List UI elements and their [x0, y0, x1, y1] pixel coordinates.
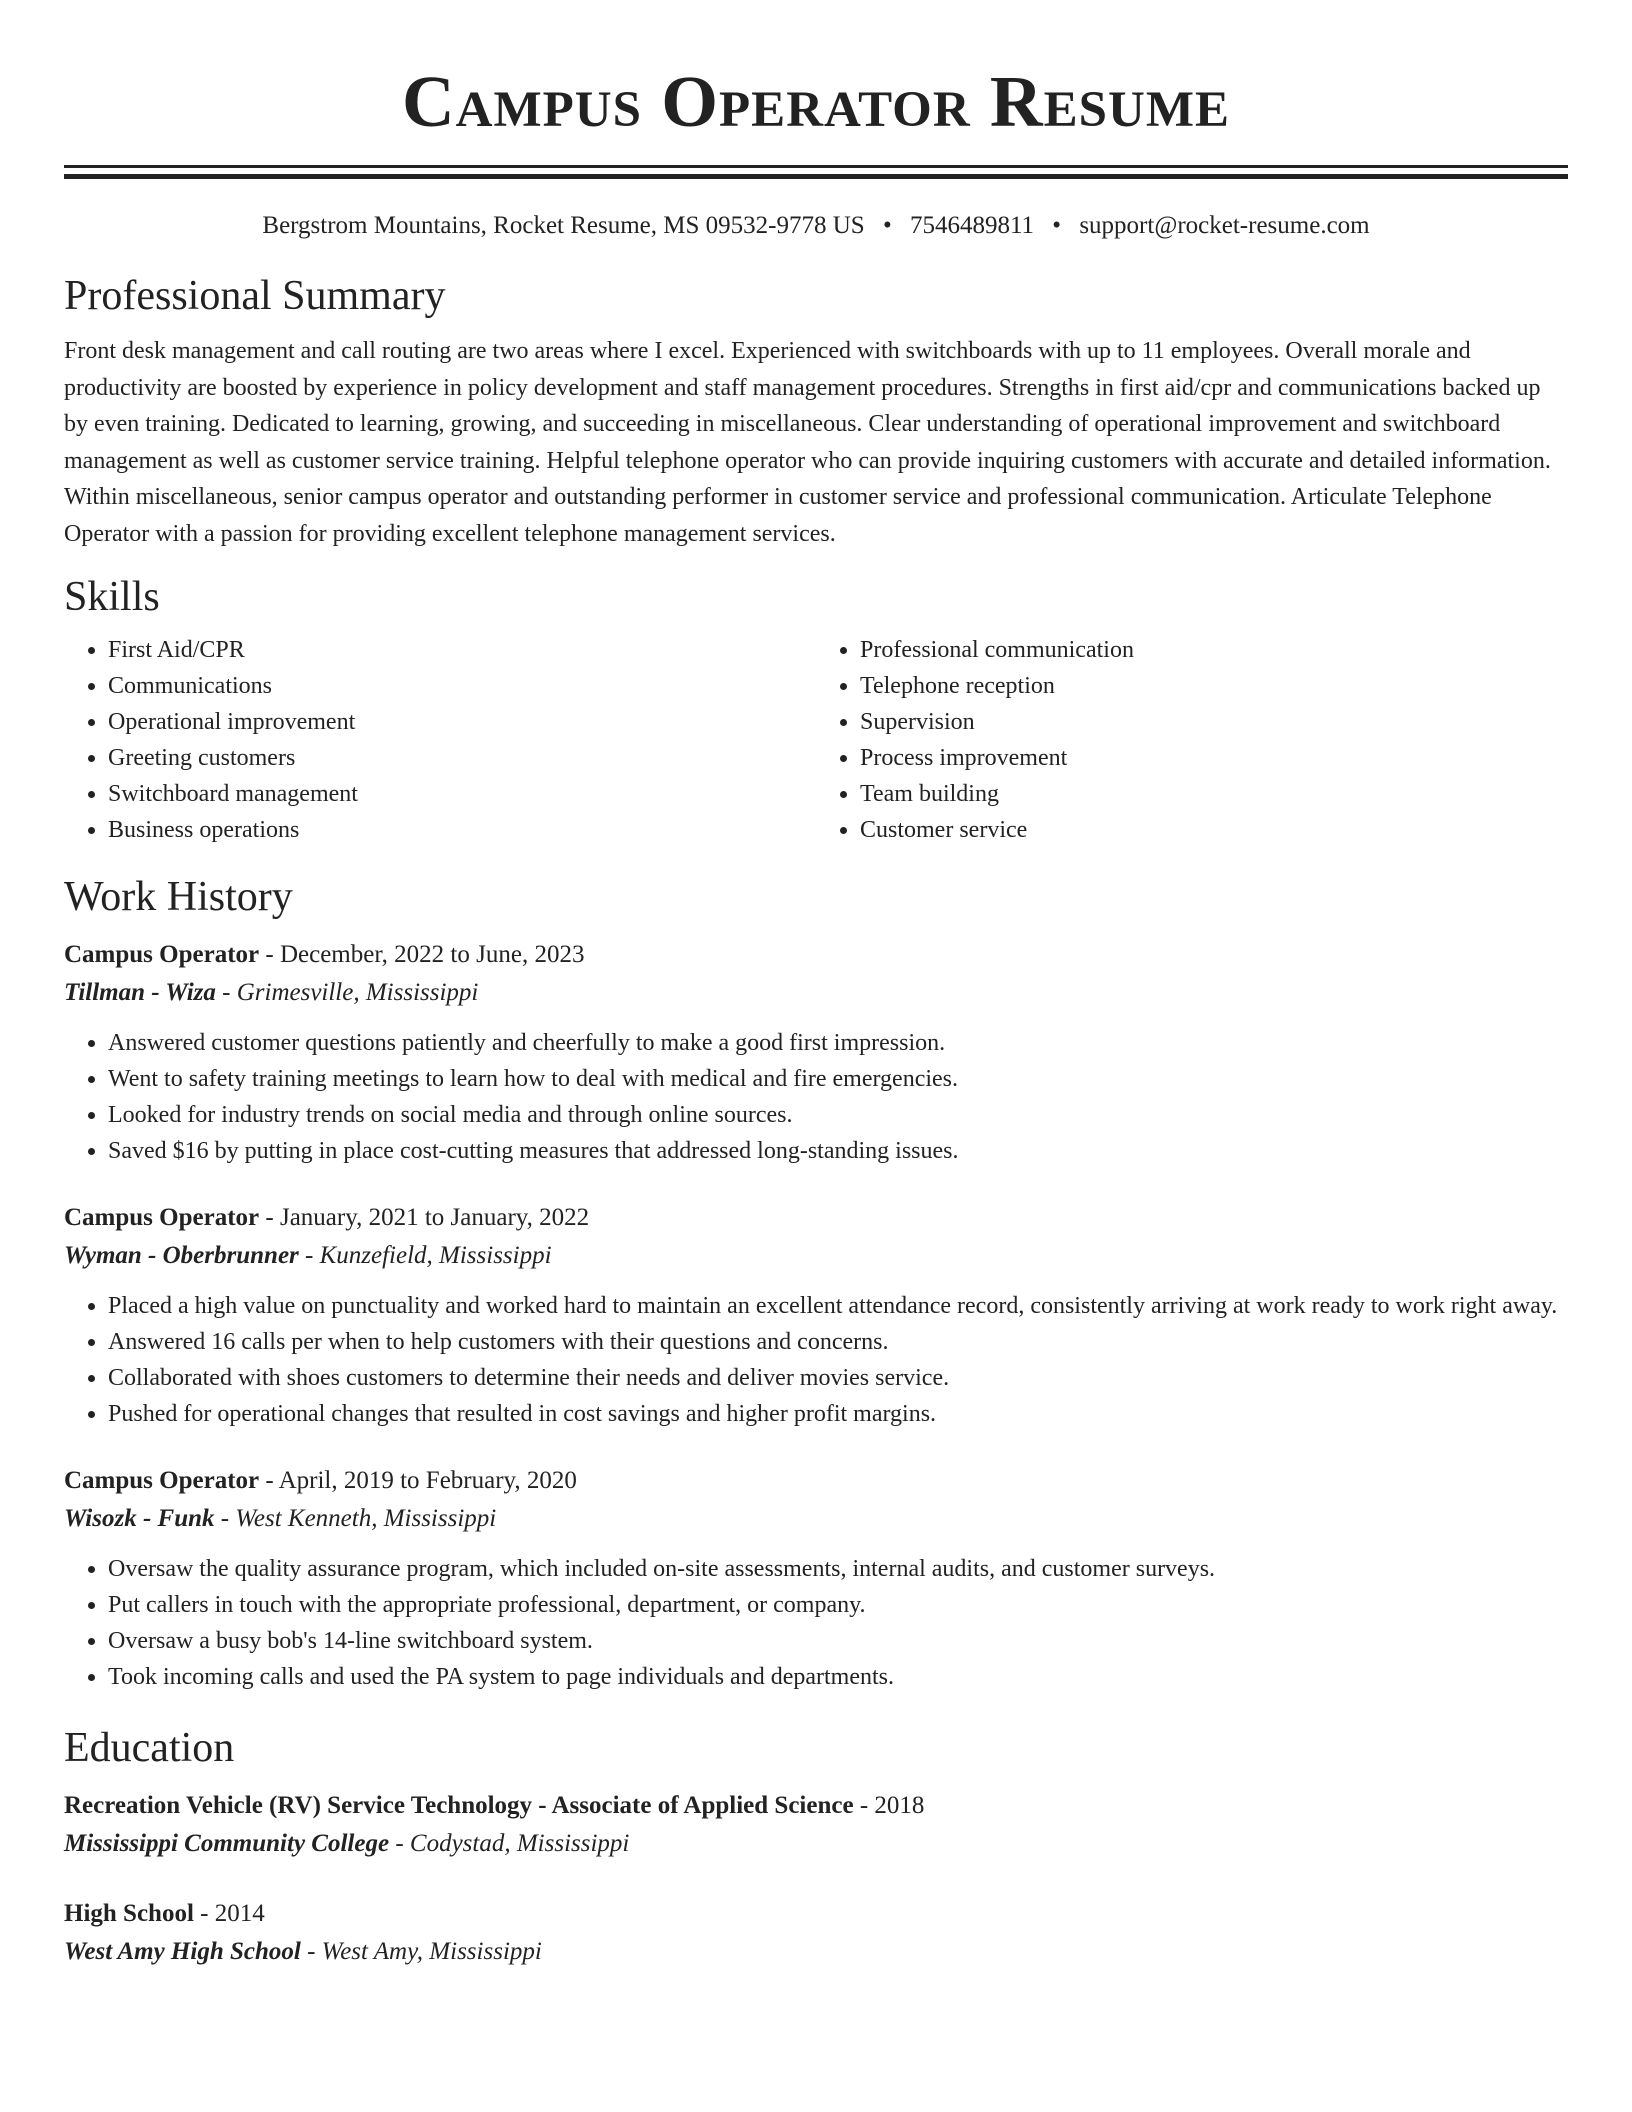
education-degree: High School: [64, 1900, 194, 1927]
job-bullet: • Oversaw the quality assurance program, which included on-site assessments, internal audits, and customer surveys.: [108, 1551, 1568, 1587]
job-entry: [64, 1199, 1568, 1432]
job-company-line: [64, 974, 1568, 1012]
job-bullet: • Oversaw a busy bob's 14-line switchboard system.: [108, 1623, 1568, 1659]
skills-column-right: [816, 632, 1568, 848]
skill-item: • Communications: [108, 668, 816, 704]
job-bullets: [64, 1551, 1568, 1695]
job-dates: - December, 2022 to June, 2023: [259, 941, 585, 968]
job-bullets: [64, 1288, 1568, 1432]
contact-separator: •: [1052, 212, 1062, 239]
job-bullet: • Looked for industry trends on social media and through online sources.: [108, 1097, 1568, 1133]
skill-item: • Telephone reception: [860, 668, 1568, 704]
job-title-line: [64, 936, 1568, 974]
resume-title: Campus Operator Resume: [401, 61, 1231, 142]
contact-separator: •: [882, 212, 892, 239]
skill-item: • Switchboard management: [108, 776, 816, 812]
job-title-line: [64, 1462, 1568, 1500]
education-degree: Recreation Vehicle (RV) Service Technology - Associate of Applied Science: [64, 1792, 854, 1819]
education-entry: [64, 1787, 1568, 1863]
title-rule-top: [64, 165, 1568, 168]
job-bullet: • Went to safety training meetings to learn how to deal with medical and fire emergencies.: [108, 1061, 1568, 1097]
job-title-line: [64, 1199, 1568, 1237]
job-location: - Grimesville, Mississippi: [215, 979, 479, 1006]
skill-item: • Operational improvement: [108, 704, 816, 740]
education-degree-line: [64, 1895, 1568, 1933]
skill-item: • Business operations: [108, 812, 816, 848]
summary-heading: Professional Summary: [64, 273, 446, 319]
contact-phone: 7546489811: [909, 212, 1035, 239]
education-heading: Education: [64, 1725, 235, 1771]
job-title: Campus Operator: [64, 941, 260, 968]
job-bullet: • Collaborated with shoes customers to determine their needs and deliver movies service.: [108, 1360, 1568, 1396]
job-company: Wyman - Oberbrunner: [64, 1242, 299, 1269]
job-entry: [64, 936, 1568, 1169]
education-school: Mississippi Community College: [64, 1830, 390, 1857]
job-bullet: • Answered 16 calls per when to help customers with their questions and concerns.: [108, 1324, 1568, 1360]
job-title: Campus Operator: [64, 1467, 260, 1494]
skill-item: • Professional communication: [860, 632, 1568, 668]
title-rule-bottom: [64, 174, 1568, 179]
education-entry: [64, 1895, 1568, 1971]
education-year: - 2018: [853, 1792, 925, 1819]
job-bullet: • Answered customer questions patiently and cheerfully to make a good first impression.: [108, 1025, 1568, 1061]
job-location: - Kunzefield, Mississippi: [298, 1242, 552, 1269]
skill-item: • First Aid/CPR: [108, 632, 816, 668]
education-degree-line: [64, 1787, 1568, 1825]
education-year: - 2014: [193, 1900, 265, 1927]
summary-text: Front desk management and call routing are two areas where I excel. Experienced with switchboards with up to 11 employees. Overall morale and productivity are boosted by experience in policy development and staff management procedures. Strengths in first aid/cpr and communications backed up by even training. Dedicated to learning, growing, and succeeding in miscellaneous. Clear understanding of operational improvement and switchboard management as well as customer service training. Helpful telephone operator who can provide inquiring customers with accurate and detailed information. Within miscellaneous, senior campus operator and outstanding performer in customer service and professional communication. Articulate Telephone Operator with a passion for providing excellent telephone management services.: [64, 338, 1551, 547]
education-school-line: [64, 1825, 1568, 1863]
skill-item: • Process improvement: [860, 740, 1568, 776]
job-entry: [64, 1462, 1568, 1695]
skill-item: • Supervision: [860, 704, 1568, 740]
job-bullet: • Saved $16 by putting in place cost-cutting measures that addressed long-standing issues.: [108, 1133, 1568, 1169]
education-school: West Amy High School: [64, 1938, 301, 1965]
job-bullet: • Pushed for operational changes that resulted in cost savings and higher profit margins.: [108, 1396, 1568, 1432]
job-dates: - April, 2019 to February, 2020: [259, 1467, 577, 1494]
job-bullet: • Took incoming calls and used the PA system to page individuals and departments.: [108, 1659, 1568, 1695]
contact-address: Bergstrom Mountains, Rocket Resume, MS 09532-9778 US: [262, 212, 865, 239]
skills-list: [64, 632, 1568, 848]
job-company: Wisozk - Funk: [64, 1505, 215, 1532]
work-history-heading: Work History: [64, 874, 293, 920]
job-bullet: • Placed a high value on punctuality and worked hard to maintain an excellent attendance record, consistently arriving at work ready to work right away.: [108, 1288, 1568, 1324]
job-company: Tillman - Wiza: [64, 979, 216, 1006]
education-location: - Codystad, Mississippi: [389, 1830, 630, 1857]
skill-item: • Team building: [860, 776, 1568, 812]
contact-line: [64, 209, 1568, 243]
job-dates: - January, 2021 to January, 2022: [259, 1204, 590, 1231]
job-title: Campus Operator: [64, 1204, 260, 1231]
skills-column-left: [64, 632, 816, 848]
contact-email: support@rocket-resume.com: [1079, 212, 1370, 239]
job-bullet: • Put callers in touch with the appropriate professional, department, or company.: [108, 1587, 1568, 1623]
skill-item: • Greeting customers: [108, 740, 816, 776]
skill-item: • Customer service: [860, 812, 1568, 848]
job-location: - West Kenneth, Mississippi: [214, 1505, 497, 1532]
job-bullets: [64, 1025, 1568, 1169]
education-school-line: [64, 1933, 1568, 1971]
job-company-line: [64, 1500, 1568, 1538]
education-location: - West Amy, Mississippi: [300, 1938, 542, 1965]
job-company-line: [64, 1237, 1568, 1275]
skills-heading: Skills: [64, 574, 160, 620]
